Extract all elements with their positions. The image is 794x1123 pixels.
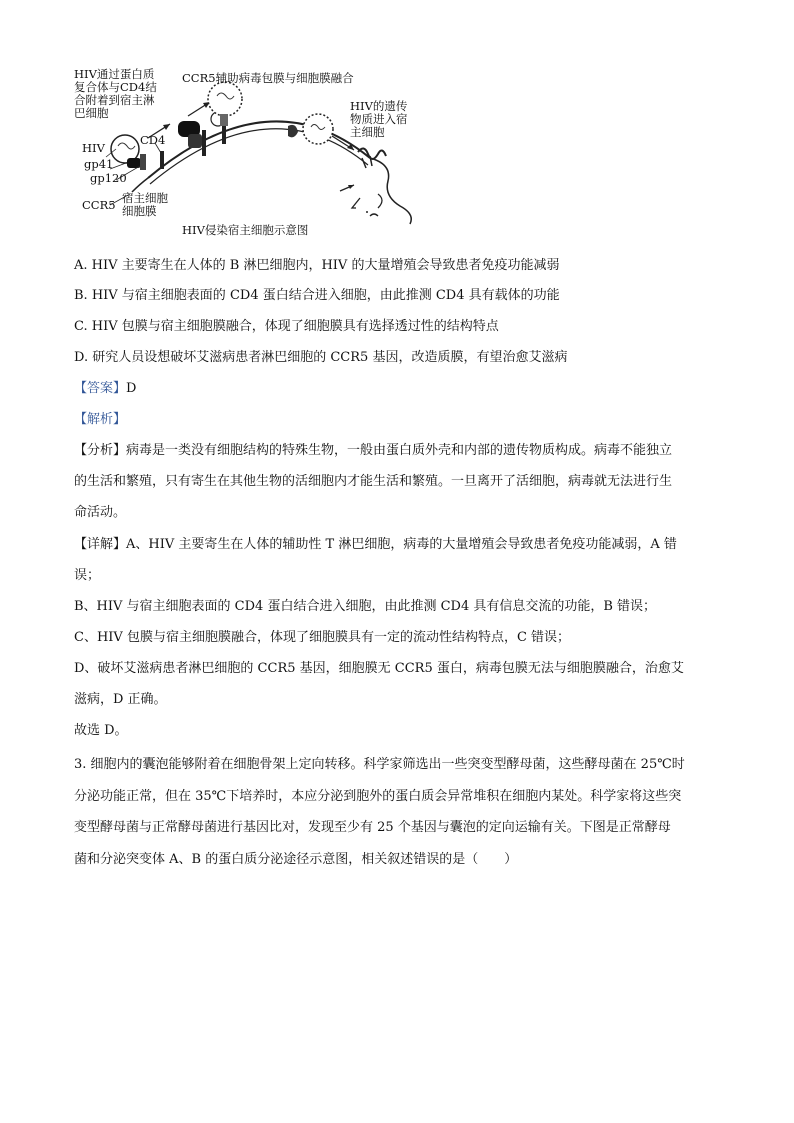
figure-label-ccr5: CCR5 — [82, 198, 116, 212]
explanation-line: D、破坏艾滋病患者淋巴细胞的 CCR5 基因，细胞膜无 CCR5 蛋白，病毒包膜无法与细胞膜融合，治愈艾 — [74, 661, 684, 676]
option-a: A. HIV 主要寄生在人体的 B 淋巴细胞内，HIV 的大量增殖会导致患者免疫功能减弱 — [74, 258, 560, 273]
question-3-line: 变型酵母菌与正常酵母菌进行基因比对，发现至少有 25 个基因与囊泡的定向运输有关。下图是正常酵母 — [74, 820, 671, 835]
question-3-line: 菌和分泌突变体 A、B 的蛋白质分泌途径示意图，相关叙述错误的是（ ） — [74, 851, 518, 867]
explanation-line: 【详解】A、HIV 主要寄生在人体的辅助性 T 淋巴细胞，病毒的大量增殖会导致患者免疫功能减弱，A 错 — [74, 537, 677, 552]
question-3 — [74, 749, 722, 875]
figure-caption: HIV侵染宿主细胞示意图 — [182, 223, 309, 237]
host-membrane-inner — [150, 129, 368, 184]
answer-value: D — [126, 381, 137, 396]
explanation-line: 误； — [74, 568, 101, 583]
figure-label-hiv: HIV — [82, 141, 105, 155]
hiv-virus-4 — [288, 114, 333, 144]
figure-label-attach: HIV通过蛋白质 复合体与CD4结 合附着到宿主淋 巴细胞 — [74, 67, 157, 120]
analysis-sub-tag: 【分析】 — [74, 443, 127, 458]
figure-label-fusion: CCR5辅助病毒包膜与细胞膜融合 — [182, 71, 354, 85]
option-d: D. 研究人员设想破坏艾滋病患者淋巴细胞的 CCR5 基因，改造质膜，有望治愈艾滋病 — [74, 350, 568, 365]
figure-label-cd4: CD4 — [140, 133, 166, 147]
question-3-line: 分泌功能正常，但在 35℃下培养时，本应分泌到胞外的蛋白质会异常堆积在细胞内某处。科学家将这些突 — [74, 788, 682, 804]
answer-tag: 【答案】 — [74, 381, 127, 396]
explanation-line: B、HIV 与宿主细胞表面的 CD4 蛋白结合进入细胞，由此推测 CD4 具有信息交流的功能，B 错误； — [74, 599, 657, 614]
question-3-line: 3. 细胞内的囊泡能够附着在细胞骨架上定向转移。科学家筛选出一些突变型酵母菌，这些酵母菌在 25℃时 — [74, 757, 685, 772]
option-b: B. HIV 与宿主细胞表面的 CD4 蛋白结合进入细胞，由此推测 CD4 具有载体的功能 — [74, 288, 560, 303]
explanation-line: 滋病，D 正确。 — [74, 692, 167, 707]
analysis-line: 【分析】病毒是一类没有细胞结构的特殊生物，一般由蛋白质外壳和内部的遗传物质构成。病毒不能独立 — [74, 443, 673, 458]
figure-label-gp120: gp120 — [90, 171, 127, 185]
figure-label-gp41: gp41 — [84, 157, 114, 171]
option-c: C. HIV 包膜与宿主细胞膜融合，体现了细胞膜具有选择透过性的结构特点 — [74, 319, 499, 334]
analysis-tag: 【解析】 — [74, 412, 127, 427]
figure-label-genome-entry: HIV的遗传 物质进入宿 主细胞 — [350, 99, 408, 139]
analysis-line: 的生活和繁殖，只有寄生在其他生物的活细胞内才能生活和繁殖。一旦离开了活细胞，病毒就无法进行生 — [74, 474, 673, 489]
analysis-paragraph — [74, 435, 722, 528]
hiv-infection-figure — [70, 66, 430, 241]
explanation-paragraph — [74, 529, 722, 746]
figure-label-membrane: 宿主细胞 细胞膜 — [122, 191, 168, 218]
analysis-line: 命活动。 — [74, 505, 127, 520]
explanation-line: C、HIV 包膜与宿主细胞膜融合，体现了细胞膜具有一定的流动性结构特点，C 错误； — [74, 630, 571, 645]
explanation-tag: 【详解】 — [74, 537, 127, 552]
answer-line — [74, 379, 136, 399]
explanation-line: 故选 D。 — [74, 723, 128, 738]
